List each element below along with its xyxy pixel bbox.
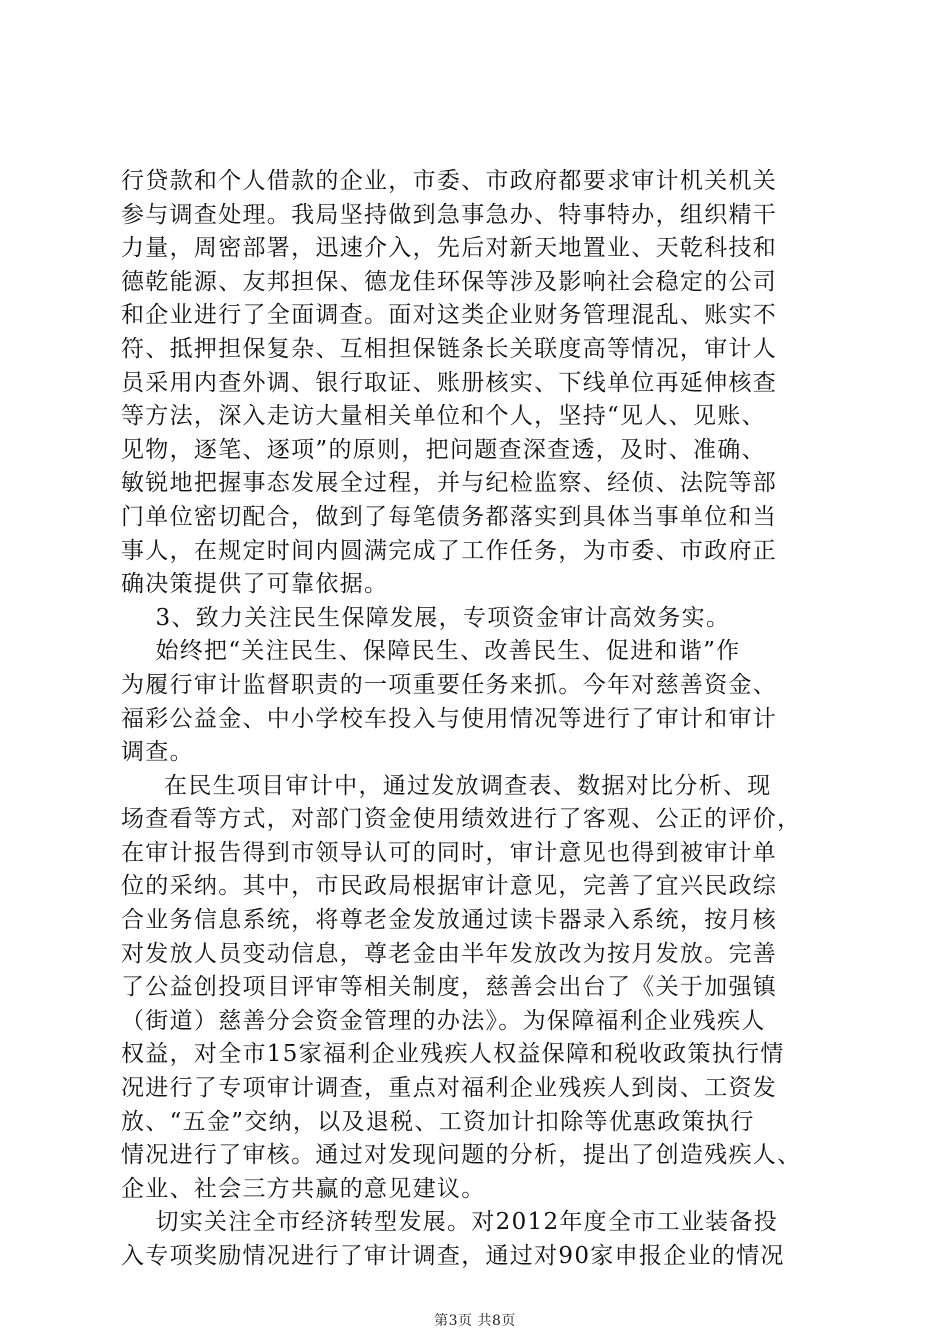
text-line: 符、抵押担保复杂、互相担保链条长关联度高等情况，审计人 (121, 335, 778, 362)
text-line: 位的采纳。其中，市民政局根据审计意见，完善了宜兴民政综 (121, 873, 778, 900)
text-line: 行贷款和个人借款的企业，市委、市政府都要求审计机关机关 (121, 168, 778, 194)
text-line: 等方法，深入走访大量相关单位和个人，坚持“见人、见账、 (121, 403, 766, 430)
text-line: 福彩公益金、中小学校车投入与使用情况等进行了审计和审计 (121, 705, 778, 732)
text-line: 对发放人员变动信息，尊老金由半年发放改为按月发放。完善 (121, 940, 778, 967)
text-line: 事人，在规定时间内圆满完成了工作任务，为市委、市政府正 (121, 537, 778, 564)
text-line: 德乾能源、友邦担保、德龙佳环保等涉及影响社会稳定的公司 (121, 268, 778, 295)
text-line: 力量，周密部署，迅速介入，先后对新天地置业、天乾科技和 (121, 235, 778, 262)
text-line: 见物，逐笔、逐项”的原则，把问题查深查透，及时、准确、 (121, 436, 766, 463)
text-line: 放、“五金”交纳，以及退税、工资加计扣除等优惠政策执行 (121, 1108, 755, 1135)
text-line: 始终把“关注民生、保障民生、改善民生、促进和谐”作 (121, 638, 741, 665)
text-line: 入专项奖励情况进行了审计调查，通过对90家申报企业的情况 (121, 1243, 785, 1269)
page-footer: 第3页 共8页 (434, 1313, 516, 1329)
text-line: 为履行审计监督职责的一项重要任务来抓。今年对慈善资金、 (121, 671, 778, 698)
text-line: 在民生项目审计中，通过发放调查表、数据对比分析、现 (121, 772, 772, 799)
text-line: 和企业进行了全面调查。面对这类企业财务管理混乱、账实不 (121, 302, 778, 329)
text-line: 参与调查处理。我局坚持做到急事急办、特事特办，组织精干 (121, 201, 778, 228)
text-line: 情况进行了审核。通过对发现问题的分析，提出了创造残疾人、 (121, 1142, 802, 1169)
text-line: 切实关注全市经济转型发展。对2012年度全市工业装备投 (121, 1209, 779, 1236)
text-line: 况进行了专项审计调查，重点对福利企业残疾人到岗、工资发 (121, 1075, 778, 1102)
body-text (121, 165, 836, 1274)
text-line: 权益，对全市15家福利企业残疾人权益保障和税收政策执行情 (121, 1041, 785, 1068)
text-line: 调查。 (121, 739, 194, 766)
text-line: 场查看等方式，对部门资金使用绩效进行了客观、公正的评价， (121, 806, 802, 833)
text-line: 确决策提供了可靠依据。 (121, 571, 389, 598)
text-line: （街道）慈善分会资金管理的办法》。为保障福利企业残疾人 (121, 1007, 766, 1034)
text-line: 企业、社会三方共赢的意见建议。 (121, 1175, 486, 1202)
text-line: 在审计报告得到市领导认可的同时，审计意见也得到被审计单 (121, 839, 778, 866)
text-line: 门单位密切配合，做到了每笔债务都落实到具体当事单位和当 (121, 503, 778, 530)
text-line: 了公益创投项目评审等相关制度，慈善会出台了《关于加强镇 (121, 974, 778, 1001)
text-line: 敏锐地把握事态发展全过程，并与纪检监察、经侦、法院等部 (121, 470, 778, 497)
text-line: 员采用内查外调、银行取证、账册核实、下线单位再延伸核查 (121, 369, 778, 396)
text-line: 合业务信息系统，将尊老金发放通过读卡器录入系统，按月核 (121, 907, 778, 934)
text-line: 3、致力关注民生保障发展，专项资金审计高效务实。 (121, 604, 731, 631)
